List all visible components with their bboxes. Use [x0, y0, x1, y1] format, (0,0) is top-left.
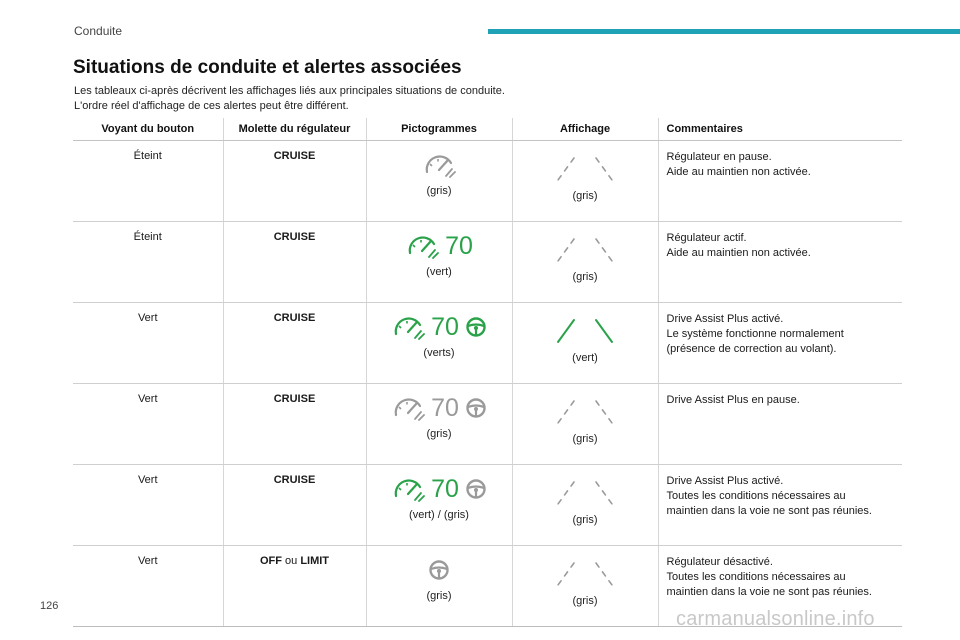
header-commentaires: Commentaires [658, 118, 902, 141]
pictogram-cell [366, 141, 512, 222]
comments-cell [658, 465, 902, 546]
speed-value: 70 [445, 232, 473, 260]
page-number: 126 [40, 600, 59, 612]
intro-line: L'ordre réel d'affichage de ces alertes peut être différent. [74, 100, 349, 112]
comment-line: maintien dans la voie ne sont pas réunies. [666, 505, 872, 517]
comment-line: Le système fonctionne normalement [666, 328, 844, 340]
molette-cell [223, 546, 366, 627]
watermark: carmanualsonline.info [676, 608, 875, 630]
molette-value: CRUISE [273, 393, 316, 405]
table-row [73, 384, 902, 465]
lane-lines-icon [554, 399, 616, 425]
comment-line: Toutes les conditions nécessaires au [666, 571, 846, 583]
molette-cell [223, 384, 366, 465]
molette-value: ou [281, 555, 301, 567]
pictogram-group [371, 555, 508, 602]
affichage-group [517, 474, 654, 526]
affichage-cell [512, 384, 658, 465]
comment-line: Aide au maintien non activée. [666, 166, 811, 178]
comment-line: Régulateur actif. [666, 232, 747, 244]
voyant-value: Vert [137, 555, 158, 567]
pictogram-icons [428, 555, 450, 585]
molette-value: CRUISE [273, 231, 316, 243]
pictogram-cell [366, 222, 512, 303]
lane-lines-icon [554, 561, 616, 587]
comment-line: (présence de correction au volant). [666, 343, 837, 355]
pictogram-cell [366, 465, 512, 546]
gauge-icon [405, 233, 439, 259]
table-row [73, 303, 902, 384]
alerts-table [73, 118, 902, 627]
gauge-icon [391, 395, 425, 421]
header-accent-bar [488, 29, 960, 34]
gauge-icon [391, 476, 425, 502]
voyant-value: Vert [137, 393, 158, 405]
voyant-cell [73, 303, 223, 384]
pictogram-icons [391, 312, 487, 342]
comments-cell [658, 222, 902, 303]
molette-cell [223, 141, 366, 222]
lane-lines-icon [554, 237, 616, 263]
pictogram-color-note: (vert) / (gris) [409, 509, 469, 521]
affichage-group [517, 555, 654, 607]
table-header-row [73, 118, 902, 141]
affichage-cell [512, 222, 658, 303]
pictogram-cell [366, 303, 512, 384]
pictogram-color-note: (gris) [426, 428, 452, 440]
pictogram-group [371, 150, 508, 197]
pictogram-group [371, 231, 508, 278]
affichage-group [517, 312, 654, 364]
header-molette: Molette du régulateur [223, 118, 366, 141]
pictogram-color-note: (vert) [426, 266, 452, 278]
voyant-cell [73, 384, 223, 465]
table-row [73, 465, 902, 546]
header-affichage: Affichage [512, 118, 658, 141]
comment-line: Régulateur en pause. [666, 151, 772, 163]
pictogram-icons [391, 474, 487, 504]
pictogram-group [371, 393, 508, 440]
voyant-cell [73, 141, 223, 222]
comment-line: Drive Assist Plus activé. [666, 475, 784, 487]
comment-line: Régulateur désactivé. [666, 556, 773, 568]
affichage-color-note: (gris) [572, 595, 598, 607]
voyant-value: Vert [137, 474, 158, 486]
table-body [73, 141, 902, 627]
comment-line: Toutes les conditions nécessaires au [666, 490, 846, 502]
table-row [73, 141, 902, 222]
molette-value: CRUISE [273, 150, 316, 162]
affichage-color-note: (gris) [572, 514, 598, 526]
voyant-value: Éteint [133, 150, 162, 162]
lane-lines-icon [554, 156, 616, 182]
voyant-value: Vert [137, 312, 158, 324]
affichage-cell [512, 141, 658, 222]
voyant-value: Éteint [133, 231, 162, 243]
pictogram-group [371, 312, 508, 359]
pictogram-group [371, 474, 508, 521]
molette-value: CRUISE [273, 312, 316, 324]
pictogram-color-note: (gris) [426, 185, 452, 197]
comments-cell [658, 303, 902, 384]
comment-line: Drive Assist Plus activé. [666, 313, 784, 325]
comment-line: maintien dans la voie ne sont pas réunies. [666, 586, 872, 598]
comments-cell [658, 141, 902, 222]
voyant-cell [73, 465, 223, 546]
speed-value: 70 [431, 394, 459, 422]
molette-value: CRUISE [273, 474, 316, 486]
affichage-color-note: (gris) [572, 433, 598, 445]
voyant-cell [73, 222, 223, 303]
affichage-group [517, 393, 654, 445]
affichage-group [517, 150, 654, 202]
table-row [73, 222, 902, 303]
pictogram-icons [391, 393, 487, 423]
steering-wheel-icon [428, 559, 450, 581]
affichage-color-note: (vert) [572, 352, 598, 364]
page-title: Situations de conduite et alertes associées [73, 57, 462, 78]
gauge-icon [391, 314, 425, 340]
affichage-cell [512, 546, 658, 627]
steering-wheel-icon [465, 397, 487, 419]
affichage-group [517, 231, 654, 283]
speed-value: 70 [431, 475, 459, 503]
voyant-cell [73, 546, 223, 627]
lane-lines-icon [554, 318, 616, 344]
affichage-cell [512, 465, 658, 546]
comments-cell [658, 384, 902, 465]
steering-wheel-icon [465, 478, 487, 500]
molette-value: LIMIT [300, 555, 330, 567]
comment-line: Drive Assist Plus en pause. [666, 394, 800, 406]
pictogram-color-note: (verts) [423, 347, 455, 359]
pictogram-cell [366, 384, 512, 465]
pictogram-icons [405, 231, 473, 261]
molette-cell [223, 303, 366, 384]
section-label: Conduite [74, 24, 123, 38]
gauge-icon [422, 152, 456, 178]
molette-value: OFF [259, 555, 282, 567]
affichage-color-note: (gris) [572, 271, 598, 283]
header-voyant: Voyant du bouton [73, 118, 223, 141]
intro-text [74, 84, 505, 114]
pictogram-cell [366, 546, 512, 627]
comment-line: Aide au maintien non activée. [666, 247, 811, 259]
intro-line: Les tableaux ci-après décrivent les affichages liés aux principales situations de conduite. [74, 85, 505, 97]
pictogram-color-note: (gris) [426, 590, 452, 602]
molette-cell [223, 465, 366, 546]
speed-value: 70 [431, 313, 459, 341]
steering-wheel-icon [465, 316, 487, 338]
affichage-color-note: (gris) [572, 190, 598, 202]
molette-cell [223, 222, 366, 303]
pictogram-icons [422, 150, 456, 180]
header-pictogrammes: Pictogrammes [366, 118, 512, 141]
affichage-cell [512, 303, 658, 384]
lane-lines-icon [554, 480, 616, 506]
